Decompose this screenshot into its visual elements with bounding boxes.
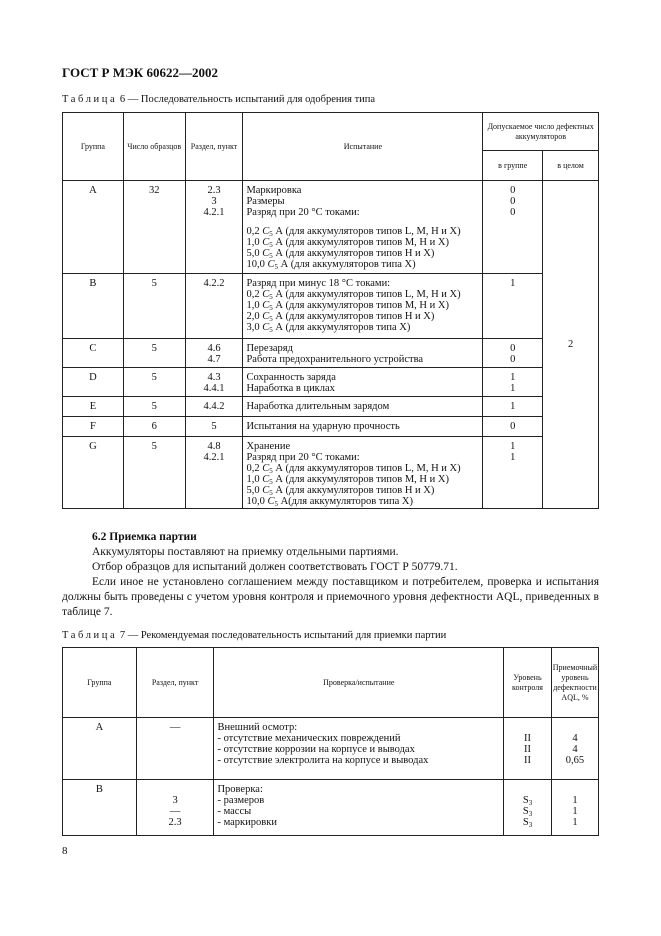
- t7-check: - отсутствие коррозии на корпусе и выводах: [217, 744, 415, 755]
- t7-section: [137, 733, 214, 744]
- t6-defects: [483, 226, 542, 237]
- t7-level: II: [524, 733, 532, 744]
- t7-level: $S_3$: [522, 806, 533, 818]
- t6-section: [186, 496, 243, 507]
- t6-capacity-symbol: $C_5$: [262, 485, 273, 497]
- table7: [62, 647, 599, 836]
- t6-test-line: [246, 474, 482, 485]
- t7-level-cell: [504, 718, 552, 780]
- t6-group: E: [63, 397, 124, 417]
- t6-defects: [483, 485, 542, 496]
- t6-defects: 1: [510, 383, 516, 394]
- t6-section: 4.4.2: [203, 401, 225, 412]
- t7-check: - отсутствие электролита на корпусе и выводах: [217, 755, 429, 766]
- t7-level: II: [524, 755, 532, 766]
- t6-test-cell: [243, 274, 483, 339]
- t6-test-line: [246, 322, 482, 333]
- t6-capacity-symbol: $C_5$: [262, 248, 273, 260]
- t6-defects: [483, 322, 542, 333]
- t6-defects-cell: [483, 417, 543, 437]
- t6-test-cell: [243, 368, 483, 397]
- t7-check-cell: [214, 780, 504, 836]
- paragraph-2: Отбор образцов для испытаний должен соответствовать ГОСТ Р 50779.71.: [92, 561, 458, 573]
- t6-section: 4.2.2: [203, 278, 225, 289]
- t7-level: $S_3$: [522, 795, 533, 807]
- t6-section: [186, 237, 243, 248]
- t6-capacity-symbol: $C_5$: [262, 226, 273, 238]
- t6-section-cell: [185, 274, 243, 339]
- t6-coef: 1,0: [246, 300, 260, 311]
- t6-group: A: [63, 181, 124, 274]
- t6-coef: 1,0: [246, 237, 260, 248]
- t7-level: $S_3$: [522, 817, 533, 829]
- t6-section: [186, 300, 243, 311]
- t6-defects: 0: [510, 421, 516, 432]
- t7-header-check: Проверка/испытание: [214, 648, 504, 718]
- t6-defects: 1: [510, 278, 516, 289]
- t6-test-tail: А (для аккумуляторов типов L, М, Н и X): [275, 463, 461, 474]
- t6-defects: 0: [510, 185, 516, 196]
- t6-coef: 10,0: [246, 259, 265, 270]
- t6-samples: 5: [123, 274, 185, 339]
- t6-test-tail: А (для аккумуляторов типа X): [280, 259, 416, 270]
- t6-section: [186, 259, 243, 270]
- t7-section: —: [169, 722, 181, 733]
- table6: [62, 112, 599, 509]
- t6-capacity-symbol: $C_5$: [262, 289, 273, 301]
- t6-section: 3: [211, 196, 217, 207]
- t7-aql: 1: [572, 795, 578, 806]
- t6-defects: [483, 237, 542, 248]
- t6-test-line: [246, 300, 482, 311]
- t6-defects: 0: [510, 343, 516, 354]
- t6-coef: 5,0: [246, 485, 260, 496]
- t7-section: [137, 744, 214, 755]
- t6-defects: 1: [510, 372, 516, 383]
- t6-test-tail: А (для аккумуляторов типов Н и X): [275, 311, 435, 322]
- t6-test-tail: А(для аккумуляторов типа X): [280, 496, 413, 507]
- t6-section: 4.2.1: [203, 207, 225, 218]
- t6-header-total: в целом: [543, 151, 599, 181]
- t7-check: - маркировки: [217, 817, 277, 828]
- t6-section: [186, 322, 243, 333]
- t6-samples: 6: [123, 417, 185, 437]
- t7-row: [63, 780, 599, 836]
- t7-aql: 1: [572, 806, 578, 817]
- t7-aql-cell: [551, 780, 598, 836]
- t6-capacity-symbol: $C_5$: [262, 474, 273, 486]
- t7-aql: 1: [572, 817, 578, 828]
- t6-test-tail: А (для аккумуляторов типов Н и X): [275, 248, 435, 259]
- t6-defects-cell: [483, 339, 543, 368]
- t6-coef: 5,0: [246, 248, 260, 259]
- t7-check-cell: [214, 718, 504, 780]
- t6-row: [63, 339, 599, 368]
- t6-group: D: [63, 368, 124, 397]
- t6-section: 4.8: [207, 441, 221, 452]
- t6-test: Разряд при 20 °С токами:: [246, 452, 360, 463]
- t7-level-cell: [504, 780, 552, 836]
- t6-section: 4.7: [207, 354, 221, 365]
- t7-section-cell: [136, 780, 214, 836]
- t6-row: [63, 274, 599, 339]
- t6-header-in-group: в группе: [483, 151, 543, 181]
- t6-defects: [483, 289, 542, 300]
- t6-group: F: [63, 417, 124, 437]
- t6-test: Перезаряд: [246, 343, 293, 354]
- t6-capacity-symbol: $C_5$: [262, 463, 273, 475]
- t6-section-cell: [185, 417, 243, 437]
- t6-test-tail: А (для аккумуляторов типов L, М, Н и X): [275, 289, 461, 300]
- t6-test-tail: А (для аккумуляторов типов Н и X): [275, 485, 435, 496]
- t6-defects: 0: [510, 207, 516, 218]
- t6-capacity-symbol: $C_5$: [262, 237, 273, 249]
- t6-defects: [483, 300, 542, 311]
- t7-check: Внешний осмотр:: [217, 722, 298, 733]
- t6-coef: 2,0: [246, 311, 260, 322]
- t7-section-cell: [136, 718, 214, 780]
- t6-test-cell: [243, 397, 483, 417]
- t6-test-line: [246, 226, 482, 237]
- t6-header-samples: Число образцов: [123, 113, 185, 181]
- t6-defects: [483, 463, 542, 474]
- t6-defects: 0: [510, 196, 516, 207]
- t6-coef: 3,0: [246, 322, 260, 333]
- t7-section: 2.3: [168, 817, 182, 828]
- t6-section-cell: [185, 397, 243, 417]
- t6-test-line: [246, 259, 482, 270]
- t6-group: B: [63, 274, 124, 339]
- t7-level: [504, 784, 551, 795]
- t6-row: [63, 181, 599, 274]
- page-number: 8: [62, 845, 68, 857]
- t6-section: 2.3: [207, 185, 221, 196]
- t6-row: [63, 368, 599, 397]
- t6-coef: 0,2: [246, 289, 260, 300]
- t6-test-tail: А (для аккумуляторов типов М, Н и X): [275, 237, 449, 248]
- t6-test: Разряд при 20 °С токами:: [246, 207, 360, 218]
- t6-test-line: [246, 289, 482, 300]
- t6-test: Размеры: [246, 196, 285, 207]
- t6-defects: 1: [510, 441, 516, 452]
- t6-section: [186, 485, 243, 496]
- table7-caption: Таблица 7 — Рекомендуемая последовательность испытаний для приемки партии: [62, 630, 447, 641]
- t6-section-cell: [185, 437, 243, 509]
- t7-header-group: Группа: [63, 648, 137, 718]
- t6-section: [186, 289, 243, 300]
- t7-header-section: Раздел, пункт: [136, 648, 214, 718]
- paragraph-1: Аккумуляторы поставляют на приемку отдельными партиями.: [92, 546, 399, 558]
- t6-test-line: [246, 248, 482, 259]
- t6-header-section: Раздел, пункт: [185, 113, 243, 181]
- t7-check: - отсутствие механических повреждений: [217, 733, 401, 744]
- t6-test-cell: [243, 437, 483, 509]
- t7-aql: [552, 722, 598, 733]
- t6-coef: 10,0: [246, 496, 265, 507]
- t6-samples: 32: [123, 181, 185, 274]
- t6-section: [186, 463, 243, 474]
- t6-test: Хранение: [246, 441, 291, 452]
- t7-level: [504, 722, 551, 733]
- t6-section: 5: [211, 421, 217, 432]
- t6-defects-cell: [483, 397, 543, 417]
- t6-section-cell: [185, 368, 243, 397]
- t6-samples: 5: [123, 339, 185, 368]
- t6-test: Наработка длительным зарядом: [246, 401, 390, 412]
- t6-section: [186, 311, 243, 322]
- t6-test-line: [246, 496, 482, 507]
- t7-section: [137, 755, 214, 766]
- t6-section: 4.4.1: [203, 383, 225, 394]
- t6-coef: 1,0: [246, 474, 260, 485]
- t7-section: —: [169, 806, 181, 817]
- t6-defects: [483, 248, 542, 259]
- t6-defects: 1: [510, 452, 516, 463]
- t6-defects: [483, 311, 542, 322]
- t6-section: [186, 226, 243, 237]
- t6-samples: 5: [123, 437, 185, 509]
- document-header: ГОСТ Р МЭК 60622—2002: [62, 65, 218, 80]
- t6-test: Наработка в циклах: [246, 383, 335, 394]
- t6-test-cell: [243, 181, 483, 274]
- t6-test: Разряд при минус 18 °С токами:: [246, 278, 391, 289]
- t6-capacity-symbol: $C_5$: [262, 300, 273, 312]
- t7-check: - размеров: [217, 795, 265, 806]
- t7-check: Проверка:: [217, 784, 263, 795]
- t7-row: [63, 718, 599, 780]
- t7-group: B: [63, 780, 137, 836]
- t6-test-tail: А (для аккумуляторов типов М, Н и X): [275, 300, 449, 311]
- t6-capacity-symbol: $C_5$: [267, 259, 278, 271]
- t6-capacity-symbol: $C_5$: [267, 496, 278, 508]
- t6-row: [63, 437, 599, 509]
- t6-test-tail: А (для аккумуляторов типа X): [275, 322, 411, 333]
- table6-caption: Таблица 6 — Последовательность испытаний для одобрения типа: [62, 94, 376, 105]
- t6-test-tail: А (для аккумуляторов типов М, Н и X): [275, 474, 449, 485]
- t6-group: G: [63, 437, 124, 509]
- t6-section-cell: [185, 181, 243, 274]
- t6-section: 4.3: [207, 372, 221, 383]
- t6-coef: 0,2: [246, 226, 260, 237]
- t7-group: A: [63, 718, 137, 780]
- t6-test: Работа предохранительного устройства: [246, 354, 424, 365]
- t6-test: Сохранность заряда: [246, 372, 336, 383]
- t6-test-line: [246, 485, 482, 496]
- t6-total-defects: 2: [543, 181, 599, 509]
- t6-defects-cell: [483, 368, 543, 397]
- t7-header-level: Уровень контроля: [504, 648, 552, 718]
- t6-test-line: [246, 311, 482, 322]
- t6-section: 4.6: [207, 343, 221, 354]
- t6-section: 4.2.1: [203, 452, 225, 463]
- t7-aql: 0,65: [565, 755, 585, 766]
- t6-test-line: [246, 463, 482, 474]
- t6-header-test: Испытание: [243, 113, 483, 181]
- t7-level: II: [524, 744, 532, 755]
- t6-row: [63, 417, 599, 437]
- t7-aql: 4: [572, 744, 578, 755]
- t6-header-allowed: Допускаемое число дефектных аккумуляторов: [483, 113, 599, 151]
- t6-defects: [483, 474, 542, 485]
- t6-defects: [483, 496, 542, 507]
- t6-defects-cell: [483, 437, 543, 509]
- t6-defects-cell: [483, 274, 543, 339]
- t6-coef: 0,2: [246, 463, 260, 474]
- t6-section: [186, 248, 243, 259]
- t6-header-group: Группа: [63, 113, 124, 181]
- t7-header-aql: Приемочный уровень дефектности AQL, %: [551, 648, 598, 718]
- t7-section: [137, 784, 214, 795]
- t6-defects: [483, 259, 542, 270]
- t6-row: [63, 397, 599, 417]
- t7-aql: 4: [572, 733, 578, 744]
- t7-aql-cell: [551, 718, 598, 780]
- t6-samples: 5: [123, 397, 185, 417]
- t7-check: - массы: [217, 806, 252, 817]
- t7-aql: [552, 784, 598, 795]
- section-title: 6.2 Приемка партии: [92, 531, 197, 543]
- t6-test-tail: А (для аккумуляторов типов L, М, Н и X): [275, 226, 461, 237]
- t6-test-cell: [243, 417, 483, 437]
- t6-defects: 0: [510, 354, 516, 365]
- t6-test-cell: [243, 339, 483, 368]
- paragraph-3: Если иное не установлено соглашением между поставщиком и потребителем, проверка и испытания должны быть проведены с учетом уровня контроля и приемочного уровня дефектности AQL, приведенных в таблице 7.: [62, 576, 599, 618]
- t6-samples: 5: [123, 368, 185, 397]
- t7-section: 3: [172, 795, 178, 806]
- t6-test-line: [246, 237, 482, 248]
- t6-group: C: [63, 339, 124, 368]
- t6-test: Маркировка: [246, 185, 302, 196]
- t6-section: [186, 474, 243, 485]
- t6-section-cell: [185, 339, 243, 368]
- t6-test: Испытания на ударную прочность: [246, 421, 400, 432]
- t6-capacity-symbol: $C_5$: [262, 322, 273, 334]
- t6-defects: 1: [510, 401, 516, 412]
- t6-defects-cell: [483, 181, 543, 274]
- t6-capacity-symbol: $C_5$: [262, 311, 273, 323]
